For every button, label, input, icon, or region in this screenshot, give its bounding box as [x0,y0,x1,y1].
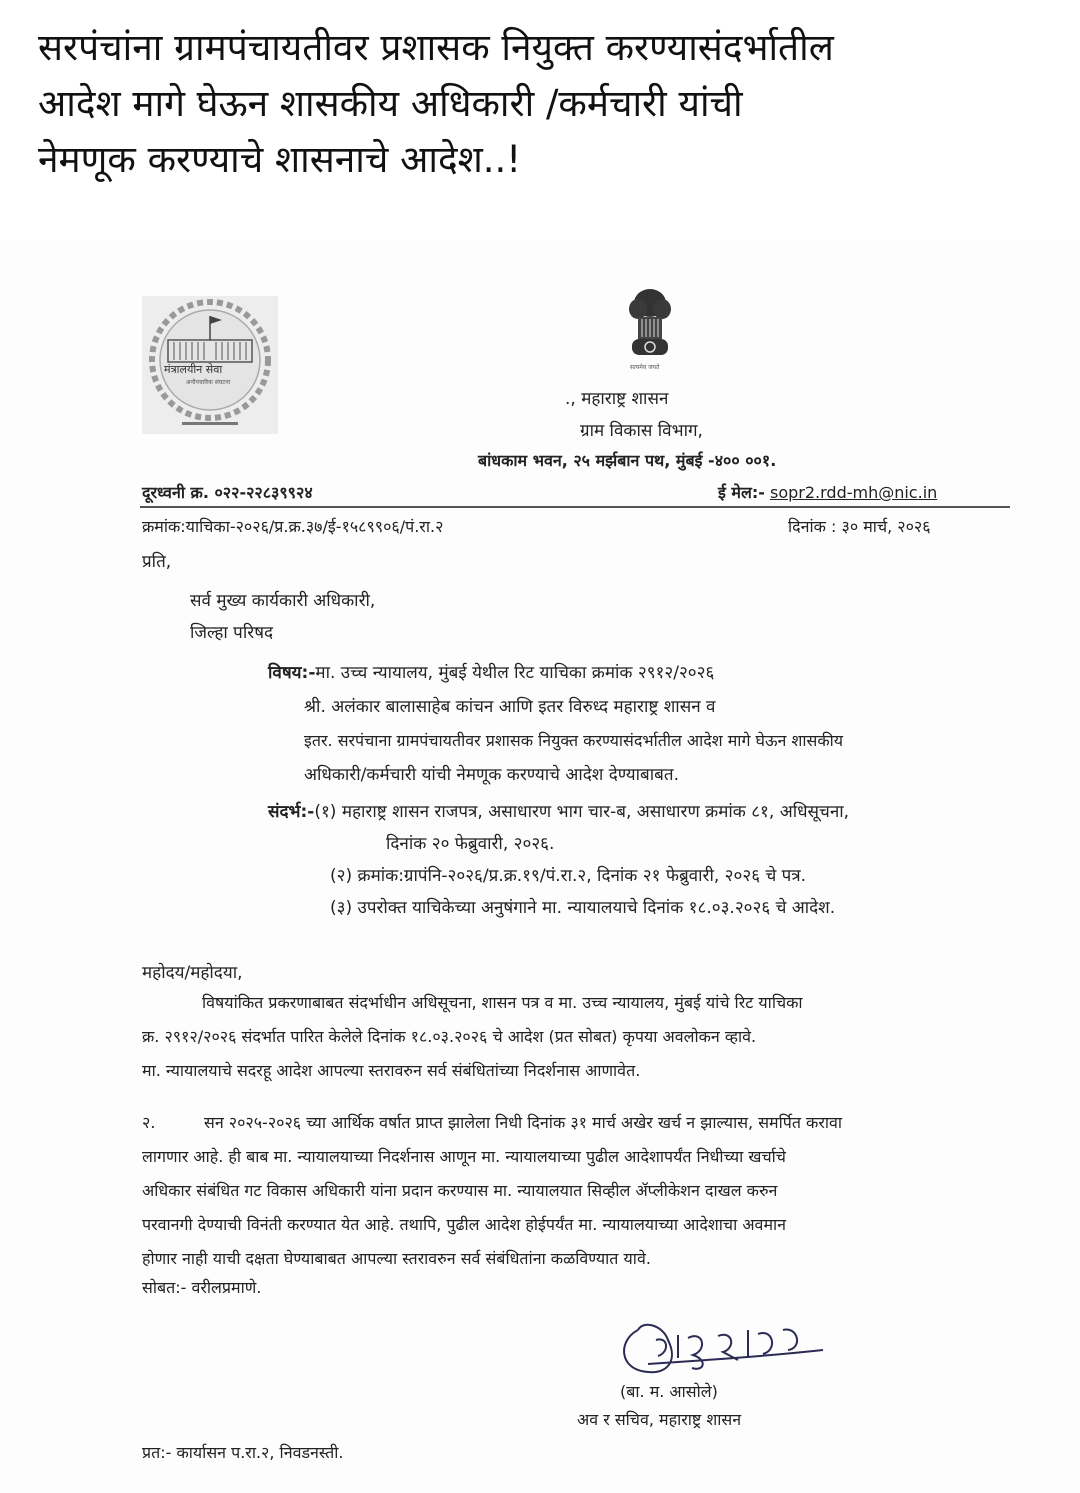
subject-line: इतर. सरपंचाना ग्रामपंचायतीवर प्रशासक नियुक्त करण्यासंदर्भातील आदेश मागे घेऊन शासकीय [304,731,844,750]
enclosure-note: सोबत:- वरीलप्रमाणे. [142,1278,262,1297]
paragraph-line: परवानगी देण्याची विनंती करण्यात येत आहे. तथापि, पुढील आदेश होईपर्यंत मा. न्यायालयाच्या आदेशाचा अवमान [142,1215,787,1234]
subject-line: मा. उच्च न्यायालय, मुंबई येथील रिट याचिका क्रमांक २९१२/२०२६ [315,663,715,683]
prati-label: प्रति, [142,552,172,572]
paragraph-line: मा. न्यायालयाचे सदरहू आदेश आपल्या स्तरावरुन सर्व संबंधितांच्या निदर्शनास आणावेत. [142,1061,641,1080]
phone-number: दूरध्वनी क्र. ०२२-२२८३९९२४ [142,483,313,502]
headline-line: सरपंचांना ग्रामपंचायतीवर प्रशासक नियुक्त करण्यासंदर्भातील [38,26,834,69]
references-block [268,796,849,924]
recipient-line: सर्व मुख्य कार्यकारी अधिकारी, [190,591,376,611]
email-row [718,481,937,503]
paragraph-number: २. [142,1113,156,1132]
paragraph-line: अधिकार संबंधित गट विकास अधिकारी यांना प्रदान करण्यास मा. न्यायालयात सिव्हील ॲप्लीकेशन दाखल करुन [142,1181,778,1200]
salutation: महोदय/महोदया, [142,963,243,983]
headline-line: आदेश मागे घेऊन शासकीय अधिकारी /कर्मचारी यांची [38,82,743,125]
paragraph-1 [142,986,1012,1088]
reference-item: (२) क्रमांक:ग्रापंनि-२०२६/प्र.क्र.१९/पं.रा.२, दिनांक २१ फेब्रुवारी, २०२६ चे पत्र. [330,866,807,886]
subject-label: विषय:- [268,663,316,683]
headline-line: नेमणूक करण्याचे शासनाचे आदेश..! [38,138,522,181]
reference-item: (३) उपरोक्त याचिकेच्या अनुषंगाने मा. न्यायालयाचे दिनांक १८.०३.२०२६ चे आदेश. [330,898,836,918]
email-link[interactable]: sopr2.rdd-mh@nic.in [769,483,938,502]
email-label: ई मेल:- [718,483,765,502]
office-address: बांधकाम भवन, २५ मर्झबान पथ, मुंबई -४०० ००१. [478,451,777,470]
reference-number: क्रमांक:याचिका-२०२६/प्र.क्र.३७/ई-१५८९९०६/पं.रा.२ [142,517,444,536]
paragraph-line: होणार नाही याची दक्षता घेण्याबाबत आपल्या स्तरावरुन सर्व संबंधितांना कळविण्यात यावे. [142,1249,651,1268]
national-emblem-icon [610,283,690,378]
paragraph-line: सन २०२५-२०२६ च्या आर्थिक वर्षात प्राप्त झालेला निधी दिनांक ३१ मार्च अखेर खर्च न झाल्यास, समर्पित करावा [204,1113,843,1132]
post-headline [38,20,1058,188]
emblem-motto: सत्यमेव जयते [630,364,660,371]
handwritten-signature [608,1300,848,1380]
seal-text: मंत्रालयीन सेवा [164,363,223,376]
paragraph-2 [142,1106,1012,1276]
signatory-designation: अव र सचिव, महाराष्ट्र शासन [577,1410,742,1429]
subject-block [268,656,843,792]
paragraph-line: लागणार आहे. ही बाब मा. न्यायालयाच्या निदर्शनास आणून मा. न्यायालयाच्या पुढील आदेशापर्यंत निधीच्या खर्चाचे [142,1147,786,1166]
copy-to: प्रत:- कार्यासन प.रा.२, निवडनस्ती. [142,1443,344,1462]
signatory-name: (बा. म. आसोले) [620,1382,718,1401]
reference-item: दिनांक २० फेब्रुवारी, २०२६. [386,834,555,854]
org-name: ., महाराष्ट्र शासन [565,389,669,409]
reference-item: (१) महाराष्ट्र शासन राजपत्र, असाधारण भाग चार-ब, असाधारण क्रमांक ८१, अधिसूचना, [314,802,850,822]
paragraph-line: विषयांकित प्रकरणाबाबत संदर्भाधीन अधिसूचना, शासन पत्र व मा. उच्च न्यायालय, मुंबई यांचे रिट याचिका [202,993,803,1012]
paragraph-line: क्र. २९१२/२०२६ संदर्भात पारित केलेले दिनांक १८.०३.२०२६ चे आदेश (प्रत सोबत) कृपया अवलोकन व्हावे. [142,1027,757,1046]
header-divider [140,506,1010,508]
subject-line: श्री. अलंकार बालासाहेब कांचन आणि इतर विरुध्द महाराष्ट्र शासन व [304,697,716,717]
seal-subtext: अनौपचारिक संघटना [186,379,231,386]
department-name: ग्राम विकास विभाग, [580,421,703,441]
references-label: संदर्भ:- [268,802,315,822]
recipient-line: जिल्हा परिषद [190,623,274,643]
subject-line: अधिकारी/कर्मचारी यांची नेमणूक करण्याचे आदेश देण्याबाबत. [304,765,679,785]
mantralaya-seal-icon [142,296,278,434]
letter-date: दिनांक : ३० मार्च, २०२६ [788,517,931,536]
